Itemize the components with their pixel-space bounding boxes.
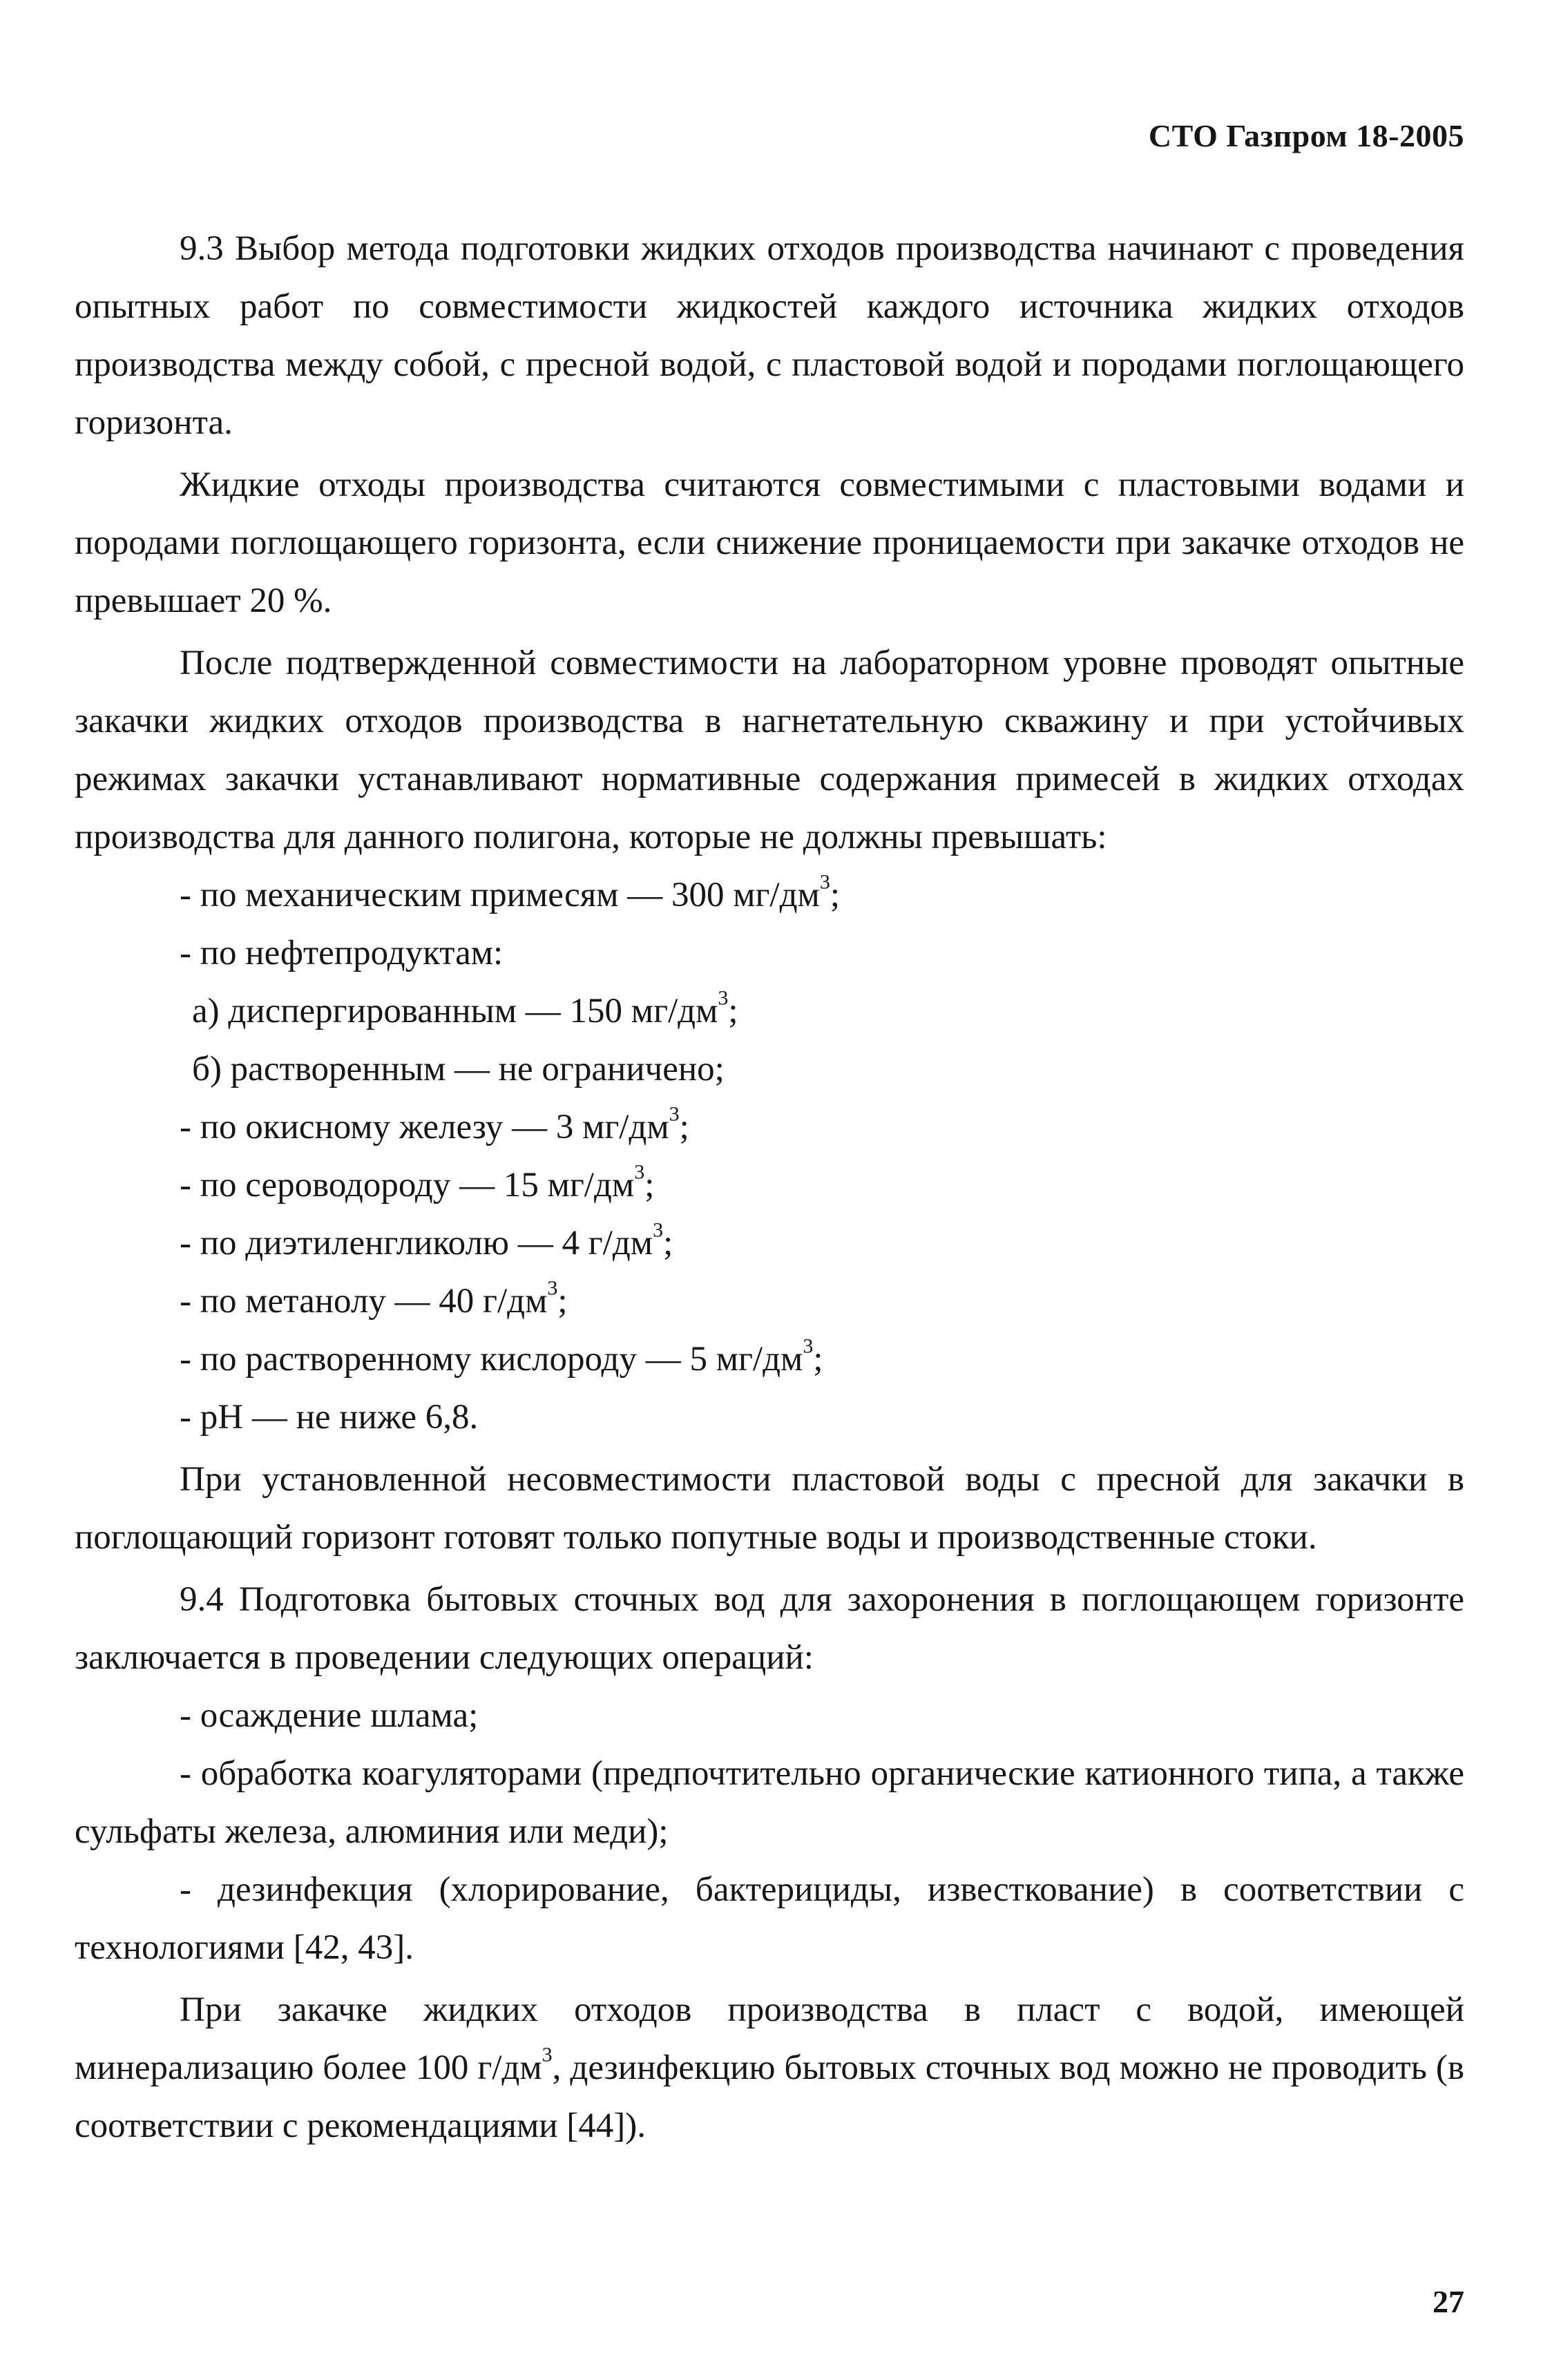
limit-subitem-dissolved: б) растворенным — не ограничено;	[192, 1050, 725, 1088]
paragraph-compatibility: Жидкие отходы производства считаются совместимыми с пластовыми водами и породами поглощающего горизонта, если снижение проницаемости при закачке отходов не превышает 20 %.	[75, 466, 1464, 620]
limit-item-oxygen: - по растворенному кислороду — 5 $мг/дм^3$;	[180, 1334, 823, 1379]
limit-item-mechanical: - по механическим примесям — 300 $мг/дм^3$;	[180, 870, 840, 914]
limit-item-oil-products: - по нефтепродуктам:	[180, 934, 504, 972]
limit-item-iron-oxide: - по окисному железу — 3 $мг/дм^3$;	[180, 1102, 689, 1146]
limit-item-methanol: - по метанолу — 40 $г/дм^3$;	[180, 1276, 568, 1321]
operation-item-sludge: - осаждение шлама;	[180, 1696, 479, 1735]
limit-item-diethylene-glycol: - по диэтиленгликолю — 4 $г/дм^3$;	[180, 1218, 673, 1263]
document-code-header: СТО Газпром 18-2005	[1148, 118, 1464, 153]
page-number: 27	[1433, 2284, 1464, 2319]
operation-item-coagulation: - обработка коагуляторами (предпочтительно органические катионного типа, а также сульфаты железа, алюминия или меди);	[75, 1754, 1464, 1851]
paragraph-9-3: 9.3 Выбор метода подготовки жидких отходов производства начинают с проведения опытных работ по совместимости жидкостей каждого источника жидких отходов производства между собой, с пресной водой, с пластовой водой и породами поглощающего горизонта.	[75, 229, 1464, 442]
paragraph-mineralization: При закачке жидких отходов производства в пласт с водой, имеющей минерализацию более 100 $г/дм^3$, дезинфекцию бытовых сточных вод можно не проводить (в соответствии с рекомендациями [44]).	[75, 1990, 1465, 2145]
limit-item-ph: - pH — не ниже 6,8.	[180, 1398, 479, 1437]
paragraph-incompatibility: При установленной несовместимости пластовой воды с пресной для закачки в поглощающий горизонт готовят только попутные воды и производственные стоки.	[75, 1460, 1464, 1557]
page-body	[75, 220, 1464, 2155]
paragraph-9-4: 9.4 Подготовка бытовых сточных вод для захоронения в поглощающем горизонте заключается в проведении следующих операций:	[75, 1580, 1464, 1677]
paragraph-trial-injection: После подтвержденной совместимости на лабораторном уровне проводят опытные закачки жидких отходов производства в нагнетательную скважину и при устойчивых режимах закачки устанавливают нормативные содержания примесей в жидких отходах производства для данного полигона, которые не должны превышать:	[75, 644, 1464, 856]
limit-subitem-dispersed: а) диспергированным — 150 $мг/дм^3$;	[192, 986, 738, 1030]
operation-item-disinfection: - дезинфекция (хлорирование, бактерициды, известкование) в соответствии с технологиями [42, 43].	[75, 1870, 1464, 1967]
limit-item-hydrogen-sulfide: - по сероводороду — 15 $мг/дм^3$;	[180, 1160, 655, 1205]
